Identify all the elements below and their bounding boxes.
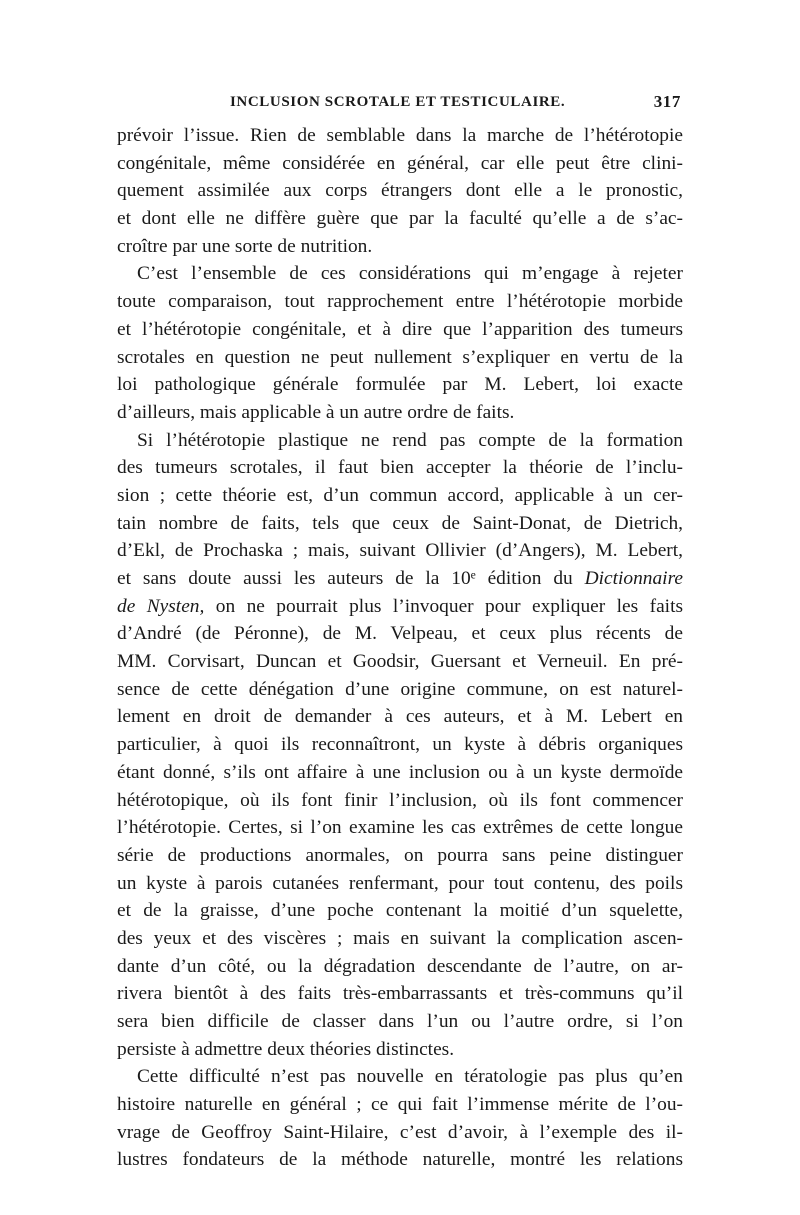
text-line: de Nysten, on ne pourrait plus l’invoquer pour expliquer les faits <box>117 595 683 617</box>
paragraph-1 <box>117 122 683 260</box>
paragraph-3 <box>117 427 683 1064</box>
page-number: 317 <box>653 92 681 111</box>
text-line: sence de cette dénégation d’une origine commune, on est naturel- <box>117 678 683 700</box>
text-line: sion ; cette théorie est, d’un commun accord, applicable à un cer- <box>117 484 683 506</box>
text-line: quement assimilée aux corps étrangers dont elle a le pronostic, <box>117 180 683 202</box>
text-line: histoire naturelle en général ; ce qui fait l’immense mérite de l’ou- <box>117 1094 683 1116</box>
text-line: sera bien difficile de classer dans l’un ou l’autre ordre, si l’on <box>117 1011 683 1032</box>
text-line: des tumeurs scrotales, il faut bien accepter la théorie de l’inclu- <box>117 457 683 479</box>
paragraph-4 <box>117 1063 683 1174</box>
text-line: particulier, à quoi ils reconnaîtront, un kyste à débris organiques <box>117 734 683 756</box>
text-line: C’est l’ensemble de ces considérations qui m’engage à rejeter <box>137 263 683 285</box>
text-line: l’hétérotopie. Certes, si l’on examine les cas extrêmes de cette longue <box>117 817 683 839</box>
text-line: MM. Corvisart, Duncan et Goodsir, Guersant et Verneuil. En pré- <box>117 651 683 673</box>
text-line: congénitale, même considérée en général, car elle peut être clini- <box>117 152 683 174</box>
text-line: lustres fondateurs de la méthode naturelle, montré les relations <box>117 1149 683 1171</box>
text-line: dante d’un côté, ou la dégradation descendante de l’autre, on ar- <box>117 955 683 977</box>
text-line: persiste à admettre deux théories distinctes. <box>117 1038 455 1060</box>
text-line: des yeux et des viscères ; mais en suivant la complication ascen- <box>117 927 683 949</box>
text-line: d’Ekl, de Prochaska ; mais, suivant Ollivier (d’Angers), M. Lebert, <box>117 540 683 562</box>
text-line: rivera bientôt à des faits très-embarrassants et très-communs qu’il <box>117 983 683 1005</box>
text-line: et de la graisse, d’une poche contenant la moitié d’un squelette, <box>117 900 683 922</box>
text-line: vrage de Geoffroy Saint-Hilaire, c’est d’avoir, à l’exemple des il- <box>117 1121 683 1143</box>
text-line: toute comparaison, tout rapprochement entre l’hétérotopie morbide <box>117 291 683 313</box>
text-line: série de productions anormales, on pourra sans peine distinguer <box>117 844 683 866</box>
text-line: d’ailleurs, mais applicable à un autre ordre de faits. <box>117 401 515 423</box>
body-text <box>117 122 683 1174</box>
running-header <box>117 90 683 120</box>
text-line: et sans doute aussi les auteurs de la 10ᵉ édition du Dictionnaire <box>117 568 683 589</box>
text-line: tain nombre de faits, tels que ceux de Saint-Donat, de Dietrich, <box>117 512 683 534</box>
text-line: et dont elle ne diffère guère que par la faculté qu’elle a de s’ac- <box>117 208 683 230</box>
text-line: un kyste à parois cutanées renfermant, pour tout contenu, des poils <box>117 872 683 894</box>
text-line: Si l’hétérotopie plastique ne rend pas compte de la formation <box>137 429 683 451</box>
running-title: INCLUSION SCROTALE ET TESTICULAIRE. <box>230 94 566 110</box>
text-line: d’André (de Péronne), de M. Velpeau, et ceux plus récents de <box>117 623 683 645</box>
text-line: et l’hétérotopie congénitale, et à dire que l’apparition des tumeurs <box>117 318 683 340</box>
text-line: hétérotopique, où ils font finir l’inclusion, où ils font commencer <box>117 789 683 811</box>
text-line: scrotales en question ne peut nullement s’expliquer en vertu de la <box>117 346 683 368</box>
text-line: étant donné, s’ils ont affaire à une inclusion ou à un kyste dermoïde <box>117 761 683 783</box>
text-line: Cette difficulté n’est pas nouvelle en tératologie pas plus qu’en <box>137 1066 683 1088</box>
text-line: loi pathologique générale formulée par M. Lebert, loi exacte <box>117 374 683 396</box>
text-line: croître par une sorte de nutrition. <box>117 235 373 257</box>
text-line: lement en droit de demander à ces auteurs, et à M. Lebert en <box>117 706 683 728</box>
book-page <box>117 90 683 1174</box>
paragraph-2 <box>117 260 683 426</box>
text-line: prévoir l’issue. Rien de semblable dans la marche de l’hétérotopie <box>117 125 683 146</box>
